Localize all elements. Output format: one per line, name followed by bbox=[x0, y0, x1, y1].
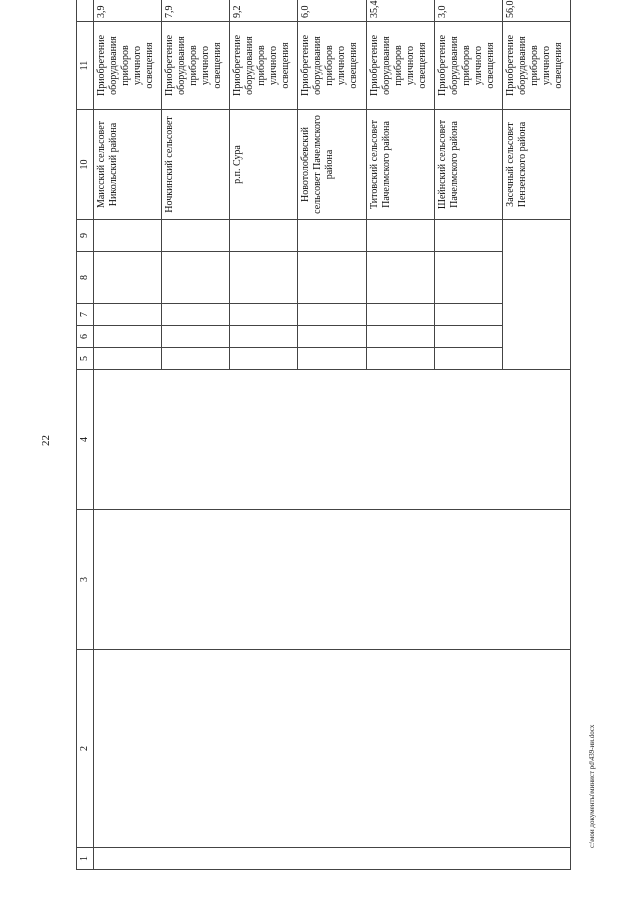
recipient-cell: Шейнский сельсовет Пачелмского района bbox=[434, 110, 502, 220]
recipient-cell: Маисский сельсовет Никольский района bbox=[94, 110, 162, 220]
amount-cell: 6,0 bbox=[298, 0, 366, 22]
col-header-6: 6 bbox=[77, 326, 94, 348]
recipient-cell: Новотолобевский сельсовет Пачелмского района bbox=[298, 110, 366, 220]
amount-cell: 3,0 bbox=[434, 0, 502, 22]
amount-cell: 9,2 bbox=[230, 0, 298, 22]
recipient-cell: р.п. Сура bbox=[230, 110, 298, 220]
col-header-3: 3 bbox=[77, 510, 94, 650]
recipient-cell: Засечный сельсовет Пензенского района bbox=[502, 110, 570, 220]
page-number: 22 bbox=[40, 435, 52, 446]
purpose-cell: Приобретение оборудования приборов уличного освещения bbox=[298, 22, 366, 110]
purpose-cell: Приобретение оборудования приборов уличного освещения bbox=[434, 22, 502, 110]
header-row bbox=[77, 0, 94, 870]
amount-cell: 35,4 bbox=[366, 0, 434, 22]
col-header-9: 9 bbox=[77, 220, 94, 252]
amount-cell: 7,9 bbox=[162, 0, 230, 22]
recipient-cell: Ночкинский сельсовет bbox=[162, 110, 230, 220]
recipient-cell: Титовский сельсовет Пачелмского района bbox=[366, 110, 434, 220]
rotated-table-area bbox=[76, 0, 571, 870]
col-header-10: 10 bbox=[77, 110, 94, 220]
amount-cell: 56,0 bbox=[502, 0, 570, 22]
purpose-cell: Приобретение оборудования приборов уличного освещения bbox=[502, 22, 570, 110]
col-header-7: 7 bbox=[77, 304, 94, 326]
purpose-cell: Приобретение оборудования приборов уличного освещения bbox=[94, 22, 162, 110]
col-header-2: 2 bbox=[77, 650, 94, 848]
col-header-5: 5 bbox=[77, 348, 94, 370]
purpose-cell: Приобретение оборудования приборов уличного освещения bbox=[162, 22, 230, 110]
data-table bbox=[76, 0, 571, 870]
table-row bbox=[94, 0, 162, 870]
col-header-8: 8 bbox=[77, 252, 94, 304]
col-header-12 bbox=[77, 0, 94, 22]
col-header-11: 11 bbox=[77, 22, 94, 110]
col-header-4: 4 bbox=[77, 370, 94, 510]
purpose-cell: Приобретение оборудования приборов уличного освещения bbox=[366, 22, 434, 110]
amount-cell: 3,9 bbox=[94, 0, 162, 22]
col-header-1: 1 bbox=[77, 848, 94, 870]
purpose-cell: Приобретение оборудования приборов уличного освещения bbox=[230, 22, 298, 110]
footer-file-path: c:\мои документы\минист pd\439-ии.docx bbox=[588, 724, 596, 848]
